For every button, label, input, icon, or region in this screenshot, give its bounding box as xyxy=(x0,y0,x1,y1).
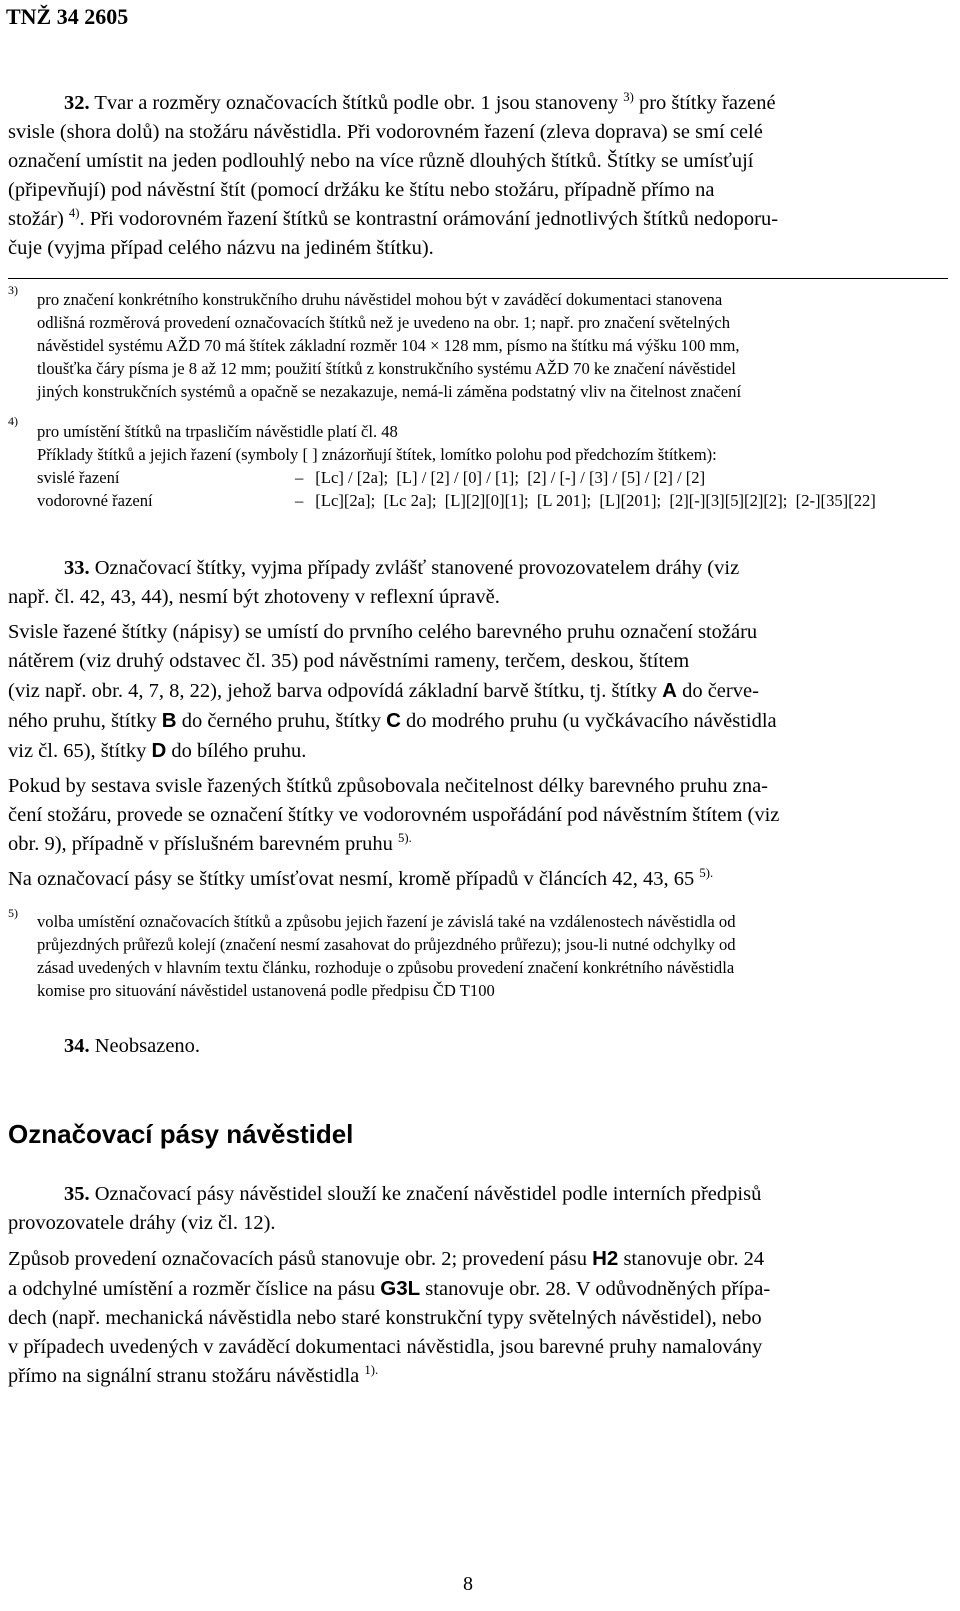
text-line: dech (např. mechanická návěstidla nebo staré konstrukční typy světelných návěstidel), nebo xyxy=(8,1307,762,1329)
text-line: . Při vodorovném řazení štítků se kontrastní orámování jednotlivých štítků nedoporu- xyxy=(79,208,779,230)
example-value: [Lc][2a]; [Lc 2a]; [L][2][0][1]; [L 201]; [L][201]; [2][-][3][5][2][2]; [2-][35][22] xyxy=(315,491,876,510)
text-line: (viz např. obr. 4, 7, 8, 22), jehož barva odpovídá základní barvě štítku, tj. štítky xyxy=(8,680,658,702)
footnote-divider xyxy=(8,278,948,279)
text-line: a odchylné umístění a rozměr číslice na pásu xyxy=(8,1278,376,1300)
text-line: Označovací štítky, vyjma případy zvlášť stanovené provozovatelem dráhy (viz xyxy=(94,557,740,579)
article-33 xyxy=(8,554,946,894)
footnote-mark: 4) xyxy=(8,414,18,428)
footnote-line: pro umístění štítků na trpasličím návěstidle platí čl. 48 xyxy=(37,422,398,441)
text-line: pro štítky řazené xyxy=(638,92,776,114)
text-line: Svisle řazené štítky (nápisy) se umístí do prvního celého barevného pruhu označení stožáru xyxy=(8,621,758,643)
footnote-line: zásad uvedených v hlavním textu článku, rozhoduje o způsobu provedení značení konkrétního návěstidla xyxy=(37,958,735,977)
footnote-ref: 3) xyxy=(623,90,634,105)
text-line: Neobsazeno. xyxy=(94,1035,201,1057)
label-code: H2 xyxy=(592,1247,619,1270)
example-label: svislé řazení xyxy=(37,468,120,487)
text-line: obr. 9), případně v příslušném barevném pruhu xyxy=(8,833,393,855)
article-number: 32. xyxy=(64,92,90,114)
label-code: G3L xyxy=(380,1277,421,1300)
text-line: do modrého pruhu (u vyčkávacího návěstidla xyxy=(406,710,777,732)
label-code: B xyxy=(161,709,177,732)
text-line: Způsob provedení označovacích pásů stanovuje obr. 2; provedení pásu xyxy=(8,1248,587,1270)
footnote-ref: 5). xyxy=(699,866,714,881)
text-line: např. čl. 42, 43, 44), nesmí být zhotoveny v reflexní úpravě. xyxy=(8,586,500,608)
text-line: Označovací pásy návěstidel slouží ke značení návěstidel podle interních předpisů xyxy=(94,1183,762,1205)
paragraph xyxy=(8,1180,946,1238)
label-code: C xyxy=(386,709,401,732)
paragraph xyxy=(8,865,946,894)
footnote-4 xyxy=(8,414,948,512)
footnote-line: Příklady štítků a jejich řazení (symboly [ ] znázorňují štítek, lomítko polohu pod předchozím štítkem): xyxy=(37,445,717,464)
footnote-ref: 4) xyxy=(68,206,80,221)
text-line: stanovuje obr. 28. V odůvodněných přípa- xyxy=(425,1278,771,1300)
text-line: čení stožáru, provede se označení štítky ve vodorovném uspořádání pod návěstním štítem (viz xyxy=(8,804,780,826)
text-line: (připevňují) pod návěstní štít (pomocí držáku ke štítu nebo stožáru, případně přímo na xyxy=(8,179,715,201)
footnote-line: jiných konstrukčních systémů a opačně se nezakazuje, nemá-li záměna podstatný vliv na čitelnost značení xyxy=(37,382,742,401)
footnote-ref: 1). xyxy=(364,1363,379,1378)
text-line: stožár) xyxy=(8,208,64,230)
paragraph xyxy=(8,618,946,766)
text-line: provozovatele dráhy (viz čl. 12). xyxy=(8,1212,276,1234)
text-line: čuje (vyjma případ celého názvu na jediném štítku). xyxy=(8,237,434,259)
text-line: Tvar a rozměry označovacích štítků podle obr. 1 jsou stanoveny xyxy=(94,92,619,114)
label-code: A xyxy=(662,679,677,702)
footnote-line: průjezdných průřezů kolejí (značení nesmí zasahovat do průjezdného průřezu); jsou-li nutné odchylky od xyxy=(37,935,736,954)
example-dash: – xyxy=(295,491,304,510)
text-line: označení umístit na jeden podlouhlý nebo na více různě dlouhých štítků. Štítky se umísťují xyxy=(8,150,754,172)
footnote-line: volba umístění označovacích štítků a způsobu jejich řazení je závislá také na vzdálenostech návěstidla od xyxy=(37,912,736,931)
footnote-line: tloušťka čáry písma je 8 až 12 mm; použití štítků z konstrukčního systému AŽD 70 ke značení návěstidel xyxy=(37,359,736,378)
text-line: nátěrem (viz druhý odstavec čl. 35) pod návěstními rameny, terčem, deskou, štítem xyxy=(8,650,690,672)
paragraph xyxy=(8,554,946,612)
example-label: vodorovné řazení xyxy=(37,491,153,510)
text-line: stanovuje obr. 24 xyxy=(623,1248,765,1270)
footnote-line: komise pro situování návěstidel ustanovená podle předpisu ČD T100 xyxy=(37,981,495,1000)
footnote-mark: 3) xyxy=(8,283,18,297)
example-row-vertical xyxy=(37,466,948,489)
example-row-horizontal xyxy=(37,489,948,512)
section-heading: Označovací pásy návěstidel xyxy=(8,1119,354,1149)
text-line: přímo na signální stranu stožáru návěstidla xyxy=(8,1365,360,1387)
paragraph xyxy=(8,1244,946,1391)
document-id: TNŽ 34 2605 xyxy=(6,4,129,29)
article-34 xyxy=(8,1032,946,1061)
paragraph xyxy=(8,772,946,859)
article-number: 34. xyxy=(64,1035,90,1057)
text-line: v případech uvedených v zaváděcí dokumentaci návěstidla, jsou barevné pruhy namalovány xyxy=(8,1336,763,1358)
article-number: 35. xyxy=(64,1183,90,1205)
text-line: do černého pruhu, štítky xyxy=(181,710,381,732)
text-line: ného pruhu, štítky xyxy=(8,710,157,732)
article-35 xyxy=(8,1180,946,1391)
text-line: Pokud by sestava svisle řazených štítků způsobovala nečitelnost délky barevného pruhu zna- xyxy=(8,775,769,797)
text-line: viz čl. 65), štítky xyxy=(8,740,147,762)
example-dash: – xyxy=(295,468,304,487)
footnote-mark: 5) xyxy=(8,906,18,920)
page-number: 8 xyxy=(463,1573,473,1595)
footnote-3 xyxy=(8,283,948,403)
text-line: do bílého pruhu. xyxy=(171,740,307,762)
article-number: 33. xyxy=(64,557,90,579)
footnote-line: návěstidel systému AŽD 70 má štítek základní rozměr 104 × 128 mm, písmo na štítku má výšku 100 mm, xyxy=(37,336,740,355)
footnote-line: pro značení konkrétního konstrukčního druhu návěstidel mohou být v zaváděcí dokumentaci stanovena xyxy=(37,290,723,309)
example-value: [Lc] / [2a]; [L] / [2] / [0] / [1]; [2] / [-] / [3] / [5] / [2] / [2] xyxy=(315,468,706,487)
text-line: Na označovací pásy se štítky umísťovat nesmí, kromě případů v článcích 42, 43, 65 xyxy=(8,868,695,890)
footnote-5 xyxy=(8,906,948,1002)
text-line: do červe- xyxy=(682,680,759,702)
article-32 xyxy=(8,89,946,263)
footnote-line: odlišná rozměrová provedení označovacích štítků než je uvedeno na obr. 1; např. pro značení světelných xyxy=(37,313,730,332)
footnote-ref: 5). xyxy=(397,831,412,846)
label-code: D xyxy=(151,739,167,762)
text-line: svisle (shora dolů) na stožáru návěstidla. Při vodorovném řazení (zleva doprava) se smí celé xyxy=(8,121,763,143)
